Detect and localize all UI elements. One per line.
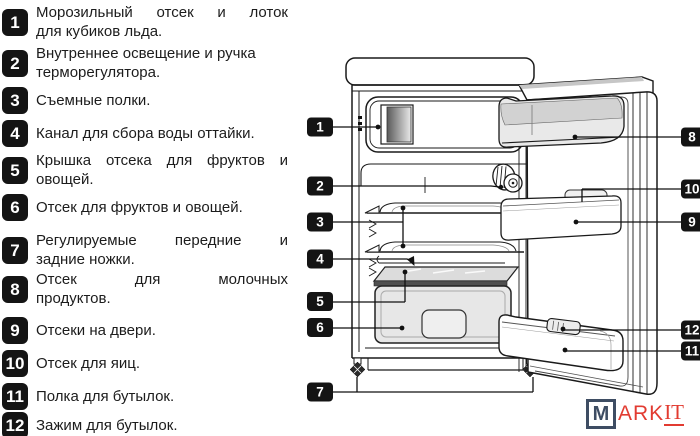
legend-item-2 <box>2 44 290 82</box>
legend-text: Полка для бутылок. <box>36 388 175 405</box>
legend-text: Отсек для молочных <box>36 271 288 288</box>
legend-item-11 <box>2 383 290 410</box>
crisper-drawer <box>375 286 511 343</box>
callout-badge-3 <box>307 213 333 232</box>
door <box>499 77 657 394</box>
legend-item-12 <box>2 412 290 436</box>
legend-text: Зажим для бутылок. <box>36 417 178 434</box>
legend-text: Отсек для фруктов и овощей. <box>36 199 243 216</box>
legend-item-5 <box>2 151 290 189</box>
legend-text: Крышка отсека для фруктов и <box>36 152 288 169</box>
legend-item-4 <box>2 120 290 147</box>
svg-text:3: 3 <box>316 214 324 230</box>
svg-text:10: 10 <box>684 181 700 197</box>
markit-logo <box>586 399 684 429</box>
callout-badge-4 <box>307 250 333 269</box>
vent-mark <box>358 116 362 119</box>
legend-text: для кубиков льда. <box>36 23 163 40</box>
vent-mark <box>358 122 362 125</box>
callout-badge-9 <box>681 213 700 232</box>
legend-item-7 <box>2 231 290 269</box>
legend-badge-1: 1 <box>2 9 28 36</box>
drain-arrow <box>407 256 415 266</box>
svg-text:2: 2 <box>316 178 324 194</box>
legend-badge-3: 3 <box>2 87 28 114</box>
milk-compartment <box>499 96 624 147</box>
vent-mark <box>358 128 362 131</box>
legend-item-6 <box>2 194 290 221</box>
legend-badge-7: 7 <box>2 237 28 264</box>
foot-left <box>350 358 365 377</box>
thermostat-knob <box>490 162 522 193</box>
logo-text-underlined: IT <box>664 400 685 424</box>
legend-text: терморегулятора. <box>36 64 161 81</box>
legend-badge-9: 9 <box>2 317 28 344</box>
freezer-compartment <box>358 97 523 152</box>
legend-badge-10: 10 <box>2 350 28 377</box>
callout-badge-2 <box>307 177 333 196</box>
legend-item-9 <box>2 317 290 344</box>
legend-text: Съемные полки. <box>36 92 151 109</box>
callout-badge-7 <box>307 383 333 402</box>
legend-badge-5: 5 <box>2 157 28 184</box>
logo-boxed-letter: M <box>586 399 616 429</box>
callout-badge-6 <box>307 318 333 337</box>
legend-text: овощей. <box>36 171 94 188</box>
legend-item-1 <box>2 3 290 41</box>
svg-text:5: 5 <box>316 294 324 309</box>
legend-text: продуктов. <box>36 290 111 307</box>
shelf-upper <box>365 203 524 213</box>
legend-badge-8: 8 <box>2 276 28 303</box>
callout-badge-5 <box>307 292 333 311</box>
legend-badge-6: 6 <box>2 194 28 221</box>
legend-text: Регулируемые передние и <box>36 232 288 249</box>
legend-item-8 <box>2 270 290 308</box>
svg-text:4: 4 <box>316 251 324 267</box>
callout-badge-1 <box>307 118 333 137</box>
svg-text:6: 6 <box>316 320 324 335</box>
svg-text:1: 1 <box>316 119 324 135</box>
door-shelf <box>501 196 621 240</box>
legend-text: Морозильный отсек и лоток <box>36 4 288 21</box>
legend-item-3 <box>2 87 290 114</box>
legend-text: Отсеки на двери. <box>36 322 156 339</box>
svg-text:12: 12 <box>684 322 700 338</box>
shelf-lower <box>365 242 524 252</box>
callout-badge-8 <box>681 128 700 147</box>
crisper-lid <box>374 267 518 286</box>
fridge-diagram <box>295 0 700 436</box>
svg-text:8: 8 <box>688 129 696 145</box>
svg-text:7: 7 <box>316 384 324 400</box>
svg-text:11: 11 <box>684 343 700 359</box>
callout-badge-11 <box>681 342 700 361</box>
legend-item-10 <box>2 350 290 377</box>
svg-text:9: 9 <box>688 214 696 230</box>
callout-badge-12 <box>681 321 700 340</box>
drawer-handle <box>422 310 466 338</box>
legend-text: задние ножки. <box>36 251 135 268</box>
logo-text-red: ARK <box>618 402 665 425</box>
legend-badge-12: 12 <box>2 412 28 436</box>
legend-text: Канал для сбора воды оттайки. <box>36 125 255 142</box>
cabinet-top <box>346 58 534 85</box>
legend-badge-2: 2 <box>2 50 28 77</box>
callout-badge-10 <box>681 180 700 199</box>
legend-text: Внутреннее освещение и ручка <box>36 45 256 62</box>
legend-badge-4: 4 <box>2 120 28 147</box>
legend-badge-11: 11 <box>2 383 28 410</box>
legend-text: Отсек для яиц. <box>36 355 140 372</box>
